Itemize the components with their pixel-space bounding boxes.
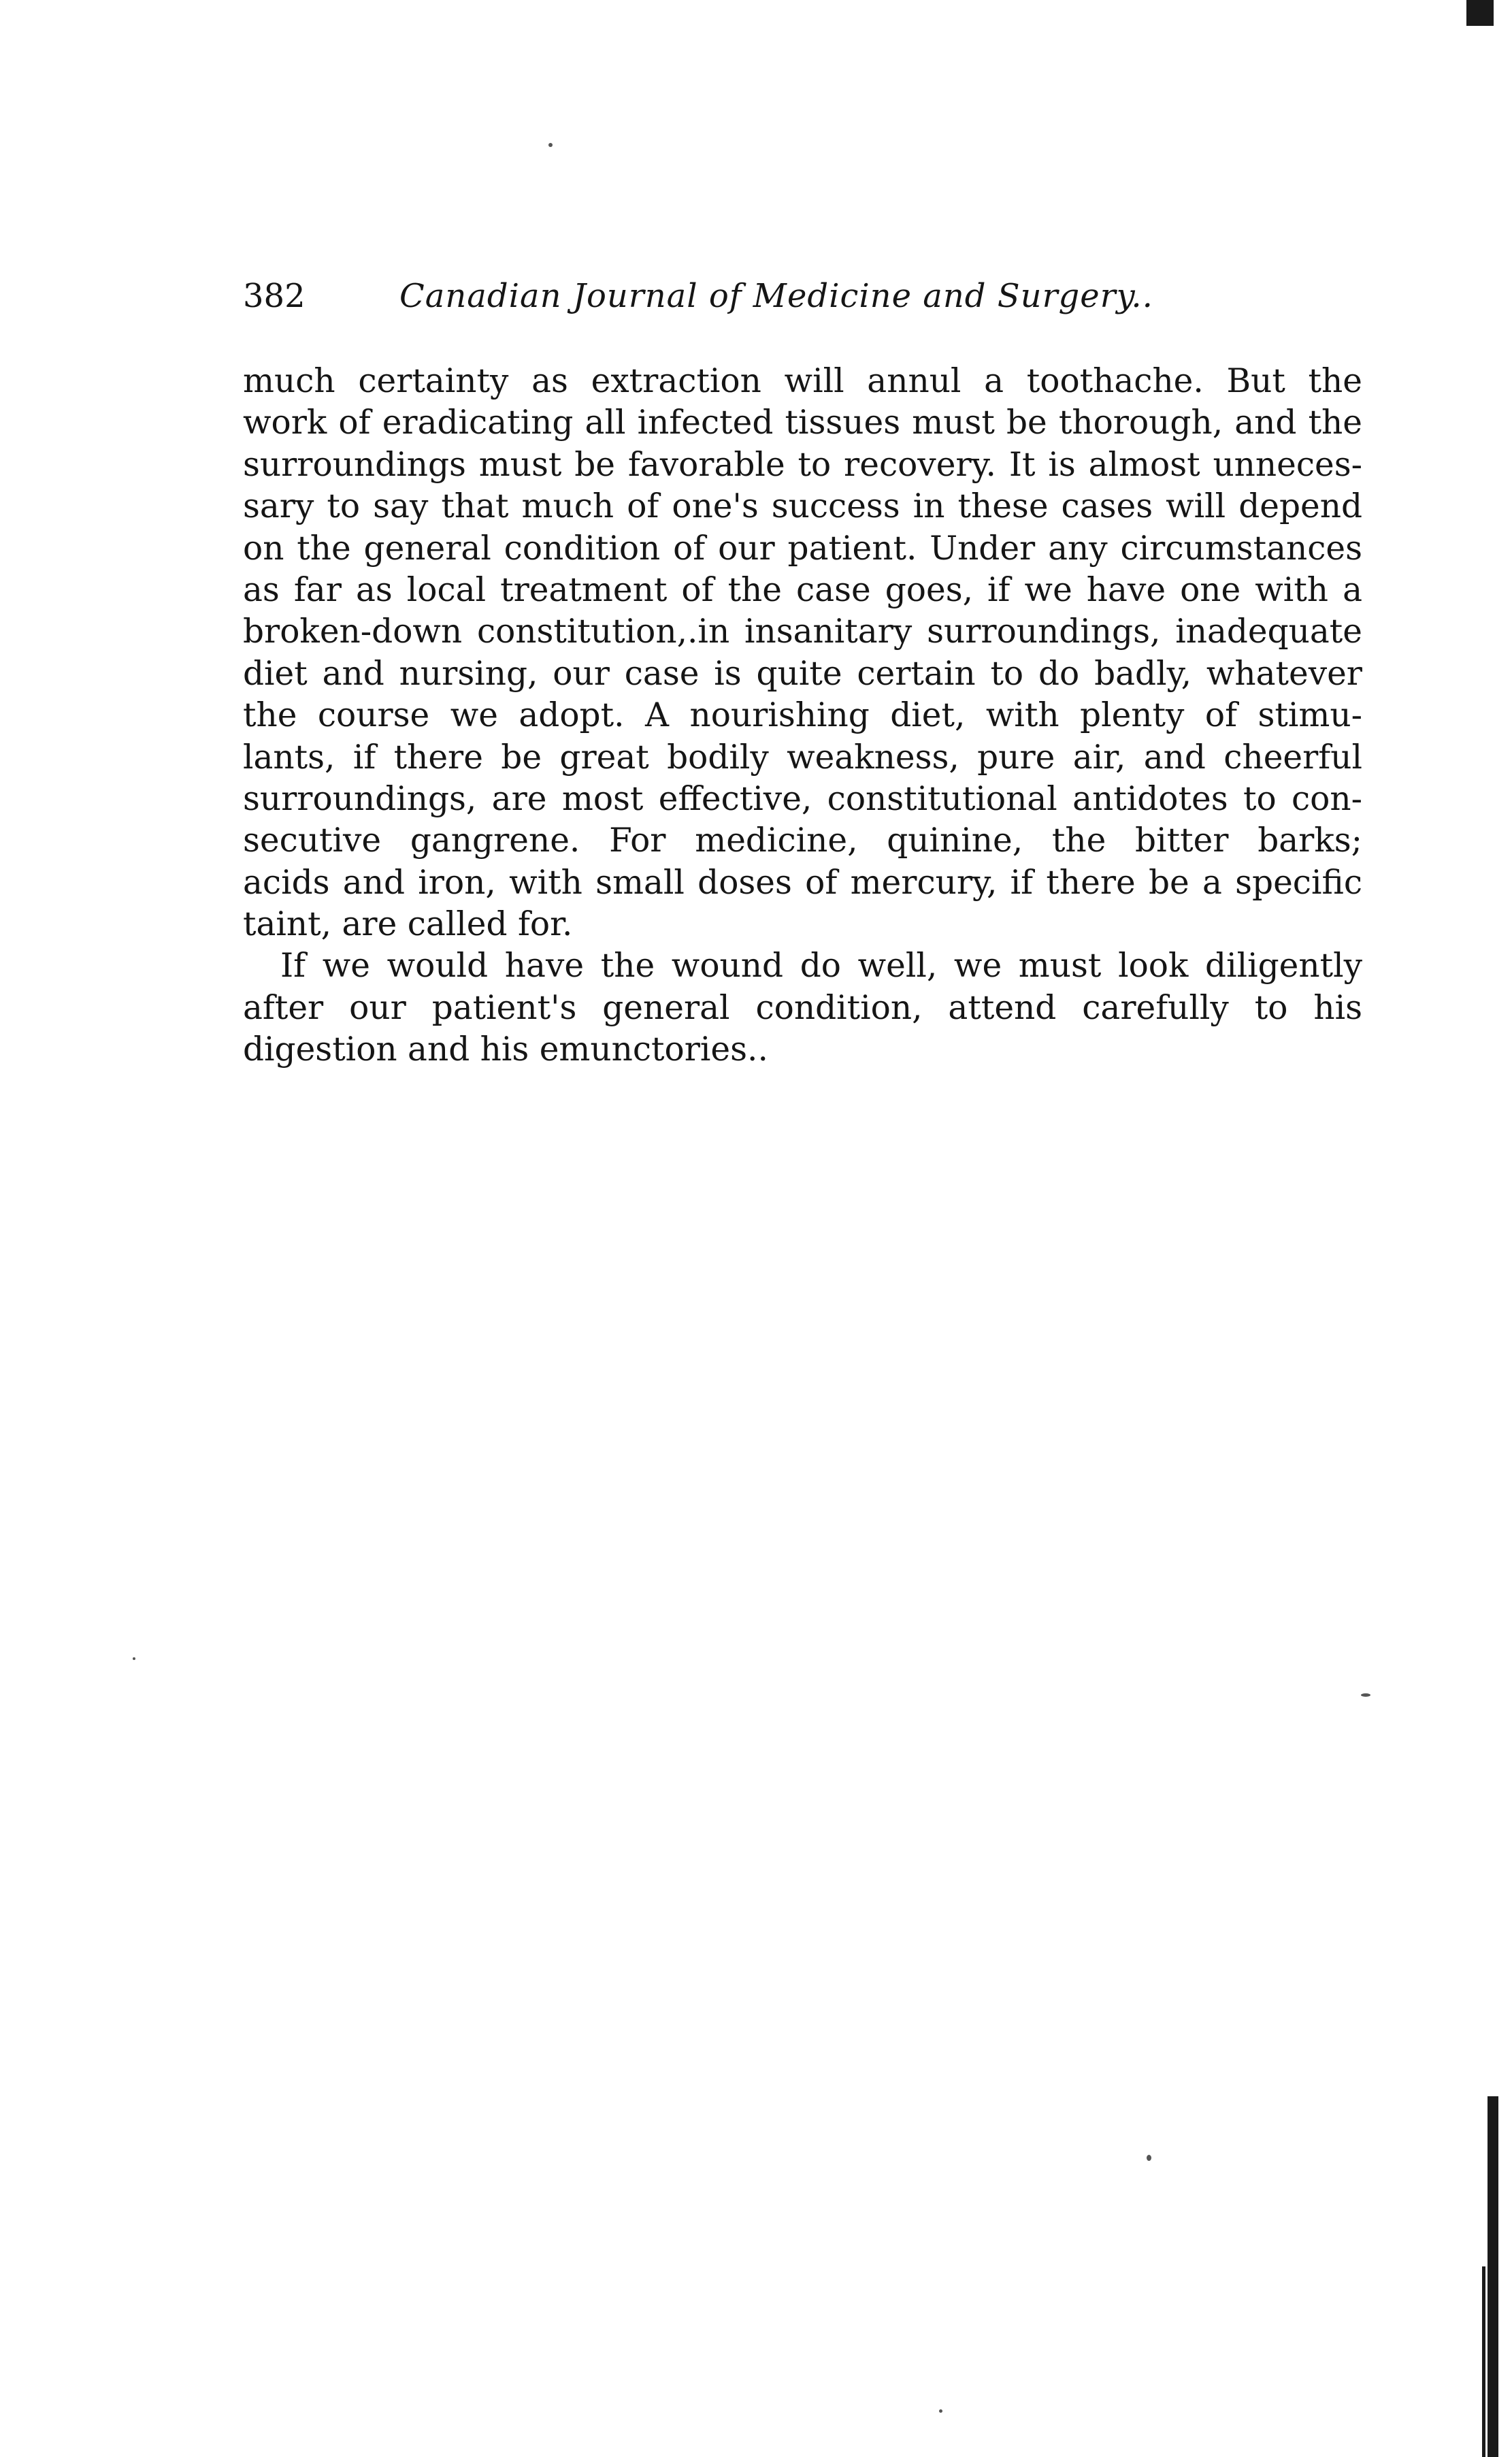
text-line: lants, if there be great bodily weakness, pure air, and cheerful: [243, 738, 1362, 777]
scan-binding-edge: [1488, 2096, 1498, 2457]
scan-speck: [548, 143, 553, 147]
body-text: [243, 361, 1362, 1071]
text-line: digestion and his emunctories..: [243, 1030, 768, 1069]
paragraph-1: [243, 361, 1362, 945]
scan-speck: [1361, 1693, 1370, 1697]
running-head: [243, 269, 1196, 323]
scan-speck: [133, 1657, 135, 1660]
scan-binding-edge-thin: [1482, 2266, 1485, 2457]
scan-edge-mark-top: [1466, 0, 1494, 26]
text-line: taint, are called for.: [243, 905, 573, 944]
text-line: after our patient's general condition, attend carefully to his: [243, 988, 1362, 1027]
scan-speck: [1147, 2155, 1151, 2161]
text-line: work of eradicating all infected tissues must be thorough, and the: [243, 404, 1362, 442]
text-line: If we would have the wound do well, we must look diligently: [280, 947, 1362, 986]
scan-speck: [939, 2409, 942, 2413]
text-line: acids and iron, with small doses of mercury, if there be a specific: [243, 863, 1362, 902]
text-line: diet and nursing, our case is quite certain to do badly, whatever: [243, 654, 1362, 693]
journal-title: Canadian Journal of Medicine and Surgery..: [399, 277, 1153, 315]
text-line: surroundings, are most effective, constitutional antidotes to con-: [243, 779, 1362, 818]
text-line: much certainty as extraction will annul a toothache. But the: [243, 362, 1362, 400]
text-line: on the general condition of our patient. Under any circumstances: [243, 529, 1362, 568]
text-line: surroundings must be favorable to recovery. It is almost unneces-: [243, 445, 1362, 484]
text-line: sary to say that much of one's success in these cases will depend: [243, 487, 1362, 526]
text-line: the course we adopt. A nourishing diet, with plenty of stimu-: [243, 696, 1362, 735]
text-line: broken-down constitution,.in insanitary surroundings, inadequate: [243, 613, 1362, 651]
paragraph-2: [243, 945, 1362, 1071]
text-line: secutive gangrene. For medicine, quinine, the bitter barks;: [243, 821, 1362, 860]
page-number: 382: [243, 277, 306, 315]
text-line: as far as local treatment of the case goes, if we have one with a: [243, 570, 1362, 609]
